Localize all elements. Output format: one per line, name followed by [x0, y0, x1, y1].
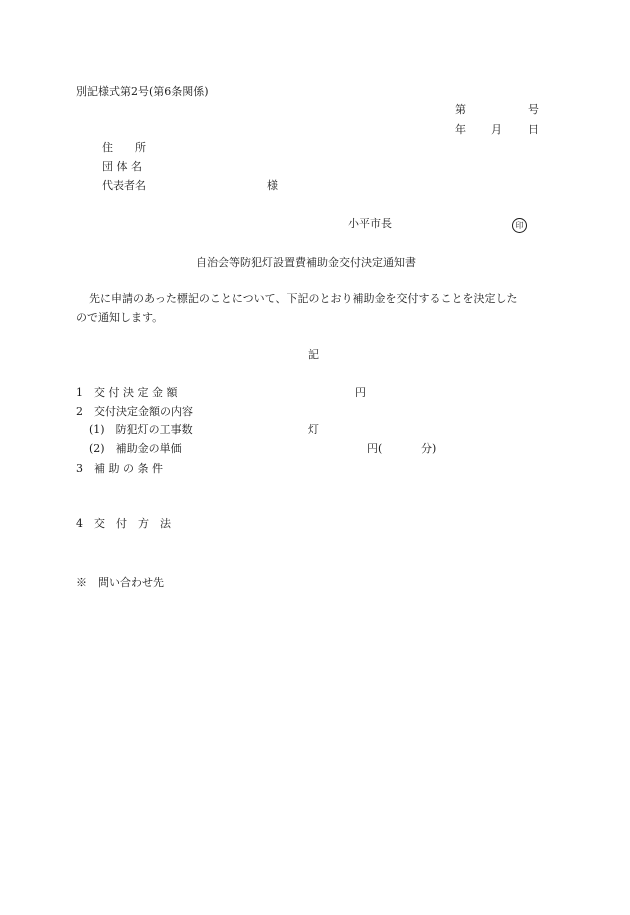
item-2-label: 2 交付決定金額の内容	[76, 405, 193, 418]
issuer-title: 小平市長	[348, 217, 392, 230]
honorific: 様	[267, 179, 278, 192]
item-2-2-label: (2) 補助金の単価	[89, 442, 182, 455]
item-3-label: 3 補 助 の 条 件	[76, 462, 163, 475]
item-2-2-unit-open: 円(	[367, 442, 383, 455]
date-month: 月	[491, 123, 502, 136]
body-line-2: ので通知します。	[76, 311, 164, 324]
item-2-1-unit: 灯	[308, 423, 319, 436]
item-2-1-label: (1) 防犯灯の工事数	[89, 423, 193, 436]
document-title: 自治会等防犯灯設置費補助金交付決定通知書	[196, 256, 416, 269]
number-suffix: 号	[528, 103, 539, 116]
date-year: 年	[455, 123, 466, 136]
number-prefix: 第	[455, 103, 466, 116]
contact-label: ※ 問い合わせ先	[76, 576, 164, 589]
date-day: 日	[528, 123, 539, 136]
address-label: 住 所	[102, 141, 146, 154]
item-1-unit: 円	[355, 386, 366, 399]
body-line-1: 先に申請のあった標記のことについて、下記のとおり補助金を交付することを決定した	[89, 292, 518, 305]
group-name-label: 団 体 名	[102, 160, 142, 173]
seal-mark: 印	[512, 218, 527, 233]
representative-label: 代表者名	[102, 179, 146, 192]
form-reference: 別記様式第2号(第6条関係)	[76, 85, 209, 98]
item-1-label: 1 交 付 決 定 金 額	[76, 386, 178, 399]
item-4-label: 4 交 付 方 法	[76, 517, 171, 530]
ki-heading: 記	[308, 348, 319, 361]
item-2-2-unit-close: 分)	[421, 442, 437, 455]
